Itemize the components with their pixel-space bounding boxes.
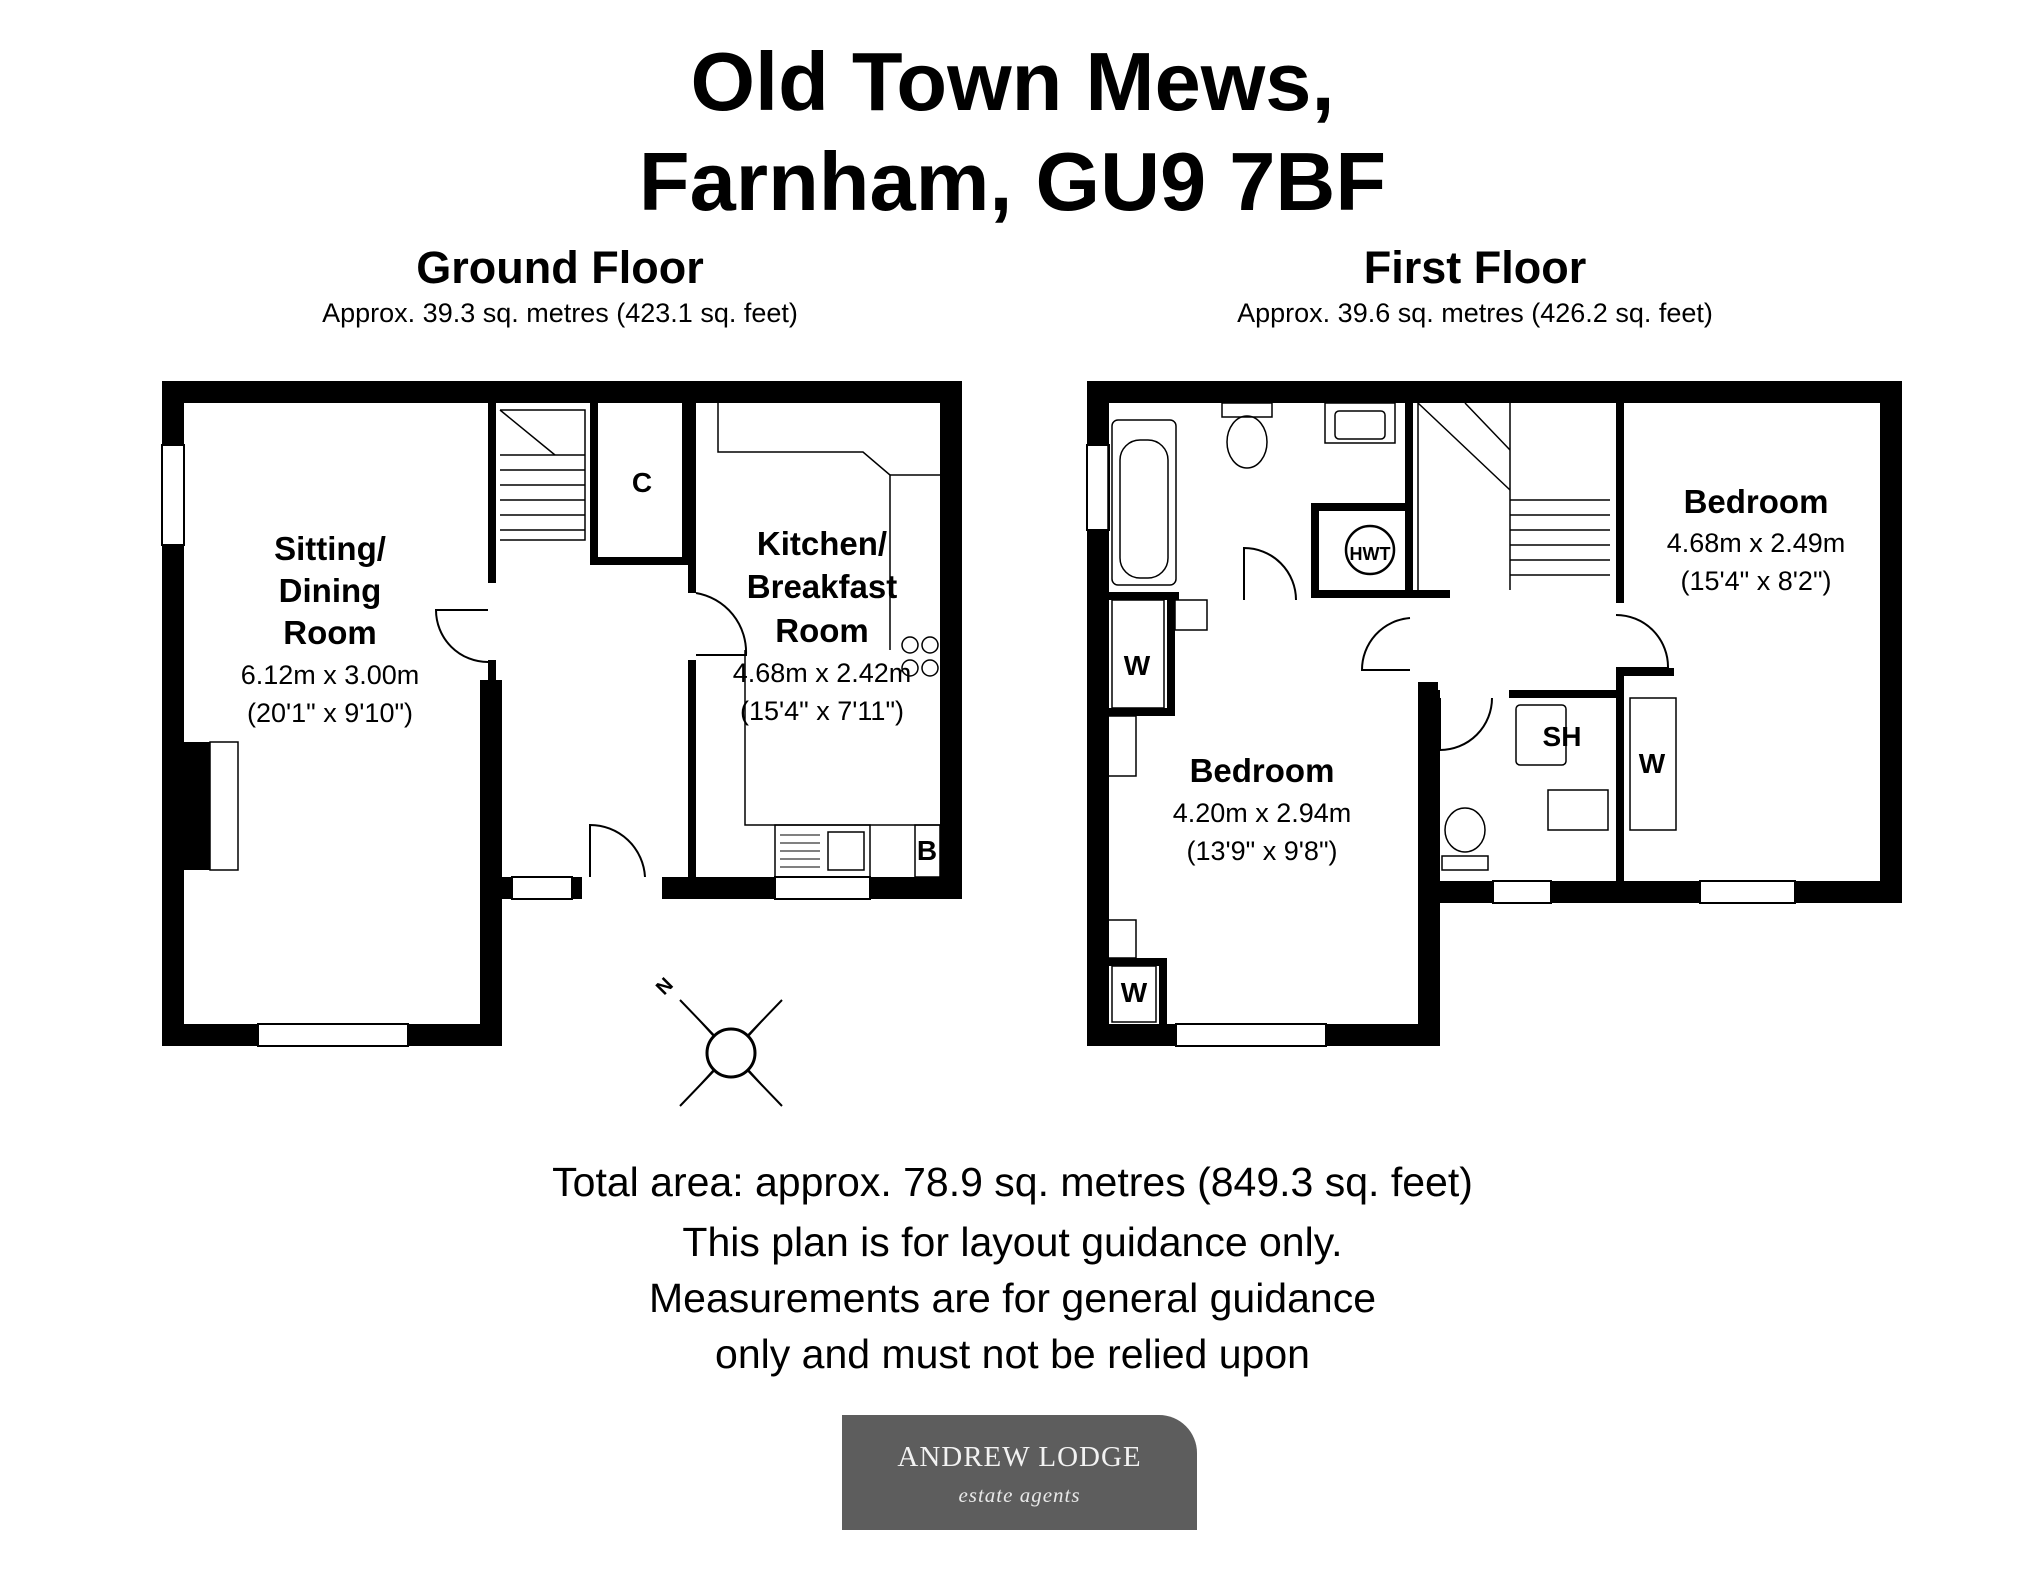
- first-floor-plan: [1087, 381, 1902, 1046]
- wardrobe-tag-3: W: [1120, 977, 1148, 1008]
- logo-name: ANDREW LODGE: [897, 1441, 1142, 1473]
- total-area: Total area: approx. 78.9 sq. metres (849.3 sq. feet): [552, 1159, 1473, 1205]
- ground-floor-title: Ground Floor: [416, 242, 704, 293]
- bedroom-main-metric: 4.20m x 2.94m: [1172, 798, 1352, 828]
- bedroom-second-label: Bedroom: [1683, 483, 1829, 520]
- kitchen-metric: 4.68m x 2.42m: [732, 658, 912, 688]
- ground-floor-area: Approx. 39.3 sq. metres (423.1 sq. feet): [322, 298, 798, 328]
- sitting-room-label-1: Sitting/: [274, 530, 386, 567]
- bedroom-main-label: Bedroom: [1189, 752, 1335, 789]
- hearth-icon: [210, 742, 238, 870]
- first-floor-stairs: [1418, 403, 1610, 590]
- logo-subtitle: estate agents: [958, 1483, 1081, 1507]
- wardrobe-tag-1: W: [1123, 650, 1151, 681]
- disclaimer-line-3: only and must not be relied upon: [715, 1331, 1310, 1377]
- page-title-line-2: Farnham, GU9 7BF: [638, 135, 1387, 228]
- compass-north-label: N: [651, 973, 678, 1000]
- hwt-tag: HWT: [1349, 544, 1391, 564]
- sink-drainer: [780, 835, 820, 867]
- agent-logo: [842, 1415, 1197, 1530]
- kitchen-imperial: (15'4" x 7'11"): [739, 696, 905, 726]
- first-floor-title: First Floor: [1363, 242, 1587, 293]
- bedroom-main-imperial: (13'9" x 9'8"): [1186, 836, 1338, 866]
- first-floor-walls: [1087, 381, 1902, 1046]
- disclaimer-line-1: This plan is for layout guidance only.: [682, 1219, 1343, 1265]
- wardrobe-tag-2: W: [1638, 748, 1666, 779]
- kitchen-label-2: Breakfast: [746, 568, 898, 605]
- first-floor-doors: [1244, 548, 1668, 750]
- bedroom-second-imperial: (15'4" x 8'2"): [1680, 566, 1832, 596]
- first-floor-area: Approx. 39.6 sq. metres (426.2 sq. feet): [1237, 298, 1713, 328]
- kitchen-label-3: Room: [775, 612, 869, 649]
- ground-floor-plan: [162, 381, 962, 1106]
- sitting-room-label-2: Dining: [278, 572, 382, 609]
- sitting-room-imperial: (20'1" x 9'10"): [246, 698, 414, 728]
- shower-tag: SH: [1542, 721, 1582, 752]
- compass-icon: [652, 974, 782, 1106]
- page-title-line-1: Old Town Mews,: [690, 35, 1335, 128]
- front-door-gap: [582, 877, 662, 899]
- sitting-room-metric: 6.12m x 3.00m: [240, 660, 420, 690]
- kitchen-label-1: Kitchen/: [756, 525, 888, 562]
- kitchen-sink-icon: [828, 832, 864, 870]
- boiler-tag: B: [916, 835, 938, 866]
- ground-floor-stairs: [500, 410, 585, 540]
- cupboard-tag: C: [631, 467, 653, 498]
- bedroom-second-metric: 4.68m x 2.49m: [1666, 528, 1846, 558]
- sitting-room-label-3: Room: [283, 614, 377, 651]
- disclaimer-line-2: Measurements are for general guidance: [648, 1275, 1377, 1321]
